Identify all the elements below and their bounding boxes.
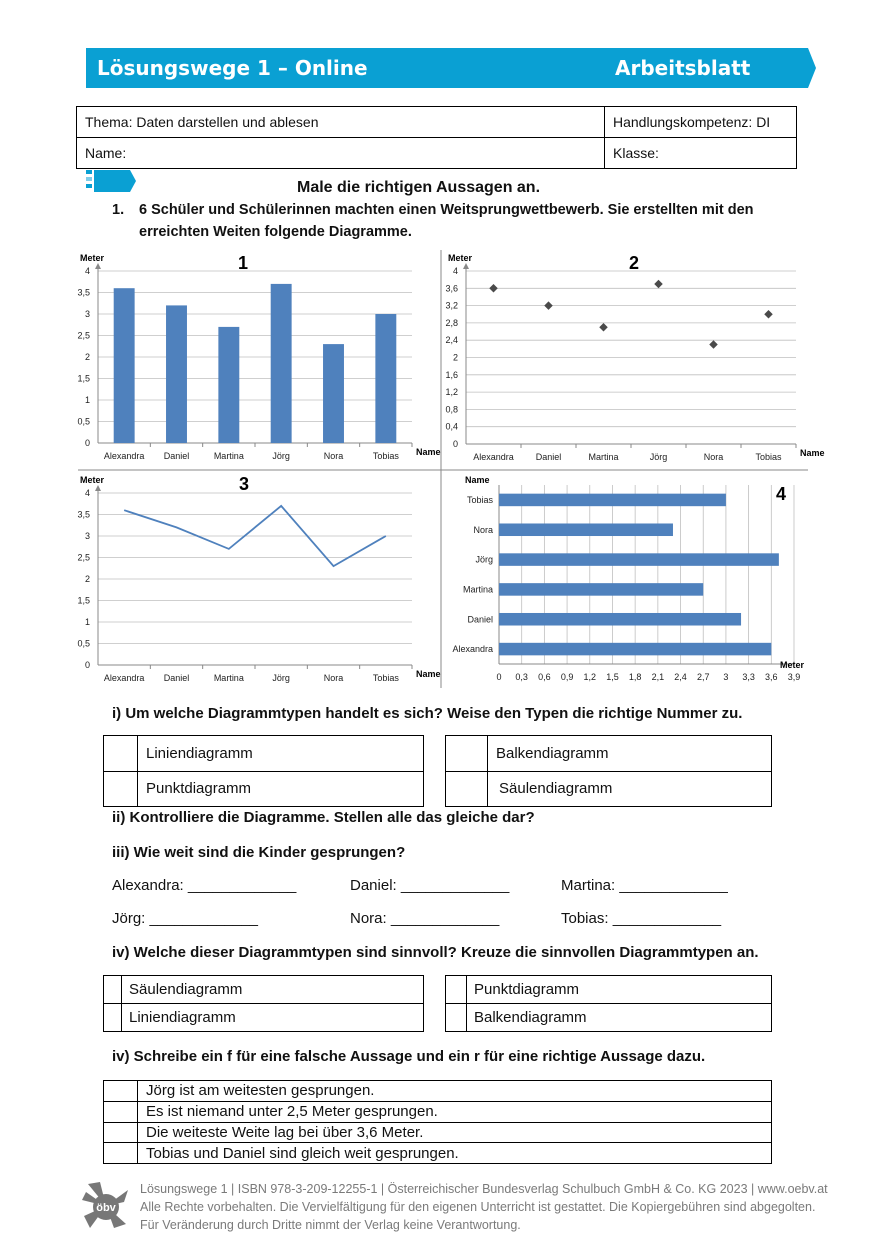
answer-tobias[interactable]: Tobias: _____________ — [561, 910, 722, 927]
y-tick-label: 2 — [84, 574, 90, 584]
q5-answer-box[interactable] — [104, 1101, 138, 1122]
y-tick-label: Alexandra — [452, 644, 493, 655]
hbar-jörg — [499, 553, 779, 566]
y-tick-label: 2 — [84, 352, 90, 362]
y-tick-label: 2,4 — [445, 335, 458, 346]
y-tick-label: 1,5 — [77, 373, 90, 384]
q1-option: Säulendiagramm — [488, 771, 772, 807]
competence-cell: Handlungskompetenz: DI — [605, 107, 797, 138]
q1-option: Punktdiagramm — [138, 771, 424, 807]
point-martina — [599, 323, 607, 331]
x-tick-label: Daniel — [163, 673, 190, 683]
y-tick-label: 0 — [452, 439, 458, 449]
task-text-line2: erreichten Weiten folgende Diagramme. — [139, 224, 412, 240]
q4-checkbox[interactable] — [446, 1004, 467, 1032]
x-tick-label: Nora — [703, 452, 724, 462]
x-tick-label: Tobias — [755, 452, 782, 462]
q1-answer-box[interactable] — [104, 771, 138, 807]
footer-line3: Für Veränderung durch Dritte nimmt der Verlag keine Verantwortung. — [140, 1218, 521, 1232]
task-text-line1: 6 Schüler und Schülerinnen machten einen Weitsprungwettbewerb. Sie erstellten mit den — [139, 202, 754, 218]
point-nora — [709, 340, 717, 348]
y-tick-label: 1,2 — [445, 387, 458, 398]
x-tick-label: Alexandra — [473, 452, 514, 462]
y-axis-arrow — [95, 263, 101, 269]
answer-martina[interactable]: Martina: _____________ — [561, 877, 728, 894]
class-field[interactable]: Klasse: — [605, 138, 797, 169]
hbar-daniel — [499, 613, 741, 626]
bar-daniel — [166, 305, 187, 443]
chart-2-scatter — [445, 253, 824, 462]
q4-right-table — [445, 975, 772, 1032]
bar-tobias — [375, 314, 396, 443]
y-tick-label: Nora — [473, 524, 493, 535]
x-tick-label: Jörg — [272, 451, 290, 461]
q4-checkbox[interactable] — [104, 976, 122, 1004]
x-axis-title: Name — [800, 448, 825, 458]
y-tick-label: 2,8 — [445, 317, 458, 328]
q1-right-table — [445, 735, 772, 807]
x-tick-label: 0 — [496, 672, 502, 682]
x-tick-label: Martina — [588, 452, 619, 462]
point-alexandra — [489, 284, 497, 292]
point-tobias — [764, 310, 772, 318]
y-tick-label: Daniel — [467, 614, 493, 625]
y-tick-label: 1 — [84, 617, 90, 627]
section-marker-icon — [86, 170, 138, 194]
name-field[interactable]: Name: — [77, 138, 605, 169]
topic-cell: Thema: Daten darstellen und ablesen — [77, 107, 605, 138]
y-tick-label: 2 — [452, 352, 458, 363]
q5-answer-box[interactable] — [104, 1122, 138, 1143]
footer-line1: Lösungswege 1 | ISBN 978-3-209-12255-1 | Österreichischer Bundesverlag Schulbuch GmbH & Co. KG 2023 | www.oebv.at — [140, 1182, 828, 1196]
task-number: 1. — [112, 202, 125, 218]
chart-number: 2 — [628, 253, 640, 273]
x-tick-label: 2,1 — [651, 672, 665, 682]
y-axis-title: Meter — [448, 253, 473, 263]
answer-daniel[interactable]: Daniel: _____________ — [350, 877, 510, 894]
point-jörg — [654, 280, 662, 288]
x-tick-label: 3 — [723, 672, 729, 682]
x-axis-title: Meter — [780, 660, 805, 670]
x-tick-label: 1,5 — [606, 672, 619, 682]
q1-option: Liniendiagramm — [138, 736, 424, 772]
y-tick-label: 0,8 — [445, 404, 458, 415]
question-1: i) Um welche Diagrammtypen handelt es sich? Weise den Typen die richtige Nummer zu. — [112, 705, 743, 722]
q4-checkbox[interactable] — [446, 976, 467, 1004]
q1-answer-box[interactable] — [446, 736, 488, 772]
x-tick-label: 1,2 — [583, 672, 597, 682]
q5-answer-box[interactable] — [104, 1143, 138, 1164]
y-tick-label: 0,4 — [445, 421, 458, 432]
hbar-alexandra — [499, 643, 771, 656]
footer — [140, 1180, 828, 1234]
hbar-tobias — [499, 494, 726, 507]
y-tick-label: 4 — [84, 488, 90, 498]
x-tick-label: Nora — [323, 451, 344, 461]
y-tick-label: 0 — [84, 438, 90, 448]
point-daniel — [544, 301, 552, 309]
footer-line2: Alle Rechte vorbehalten. Die Vervielfältigung für den eigenen Unterricht ist gestattet. Die Kopiergebühren sind abgegolten. — [140, 1200, 816, 1214]
x-axis-title: Name — [416, 447, 441, 457]
header-title: Lösungswege 1 – Online — [97, 56, 368, 80]
y-tick-label: 3 — [84, 531, 90, 541]
x-tick-label: 0,3 — [515, 672, 528, 682]
q1-answer-box[interactable] — [446, 771, 488, 807]
y-axis-title: Meter — [80, 253, 105, 263]
x-axis-title: Name — [416, 669, 441, 679]
oebv-logo-icon — [80, 1180, 132, 1232]
x-tick-label: 0,9 — [560, 672, 574, 682]
x-tick-label: Tobias — [372, 451, 399, 461]
x-tick-label: 3,9 — [787, 672, 801, 682]
x-tick-label: 0,6 — [538, 672, 551, 682]
q5-table — [103, 1080, 772, 1164]
bar-jörg — [271, 284, 292, 443]
y-tick-label: 3,6 — [445, 283, 458, 294]
question-5: iv) Schreibe ein f für eine falsche Aussage und ein r für eine richtige Aussage dazu. — [112, 1048, 706, 1065]
y-axis-title: Name — [465, 475, 490, 485]
task-instruction: Male die richtigen Aussagen an. — [297, 179, 541, 196]
y-tick-label: 1,6 — [445, 369, 458, 380]
series-line — [124, 506, 386, 566]
y-tick-label: 4 — [84, 266, 90, 276]
q1-left-table — [103, 735, 424, 807]
bar-martina — [218, 327, 239, 443]
q4-checkbox[interactable] — [104, 1004, 122, 1032]
x-tick-label: 2,7 — [696, 672, 710, 682]
info-table — [76, 106, 797, 169]
y-tick-label: Tobias — [466, 494, 493, 505]
answer-alexandra[interactable]: Alexandra: _____________ — [112, 877, 297, 894]
answer-joerg[interactable]: Jörg: _____________ — [112, 910, 258, 927]
q5-statement: Tobias und Daniel sind gleich weit gesprungen. — [138, 1143, 772, 1164]
question-3: iii) Wie weit sind die Kinder gesprungen? — [112, 844, 406, 861]
q4-option: Balkendiagramm — [467, 1004, 772, 1032]
y-tick-label: 1,5 — [77, 595, 90, 606]
chart-number: 1 — [237, 253, 249, 273]
y-axis-title: Meter — [80, 475, 105, 485]
q4-left-table — [103, 975, 424, 1032]
x-tick-label: 3,3 — [742, 672, 755, 682]
y-tick-label: 2,5 — [77, 552, 90, 563]
x-tick-label: Daniel — [163, 451, 190, 461]
x-tick-label: 1,8 — [628, 672, 642, 682]
question-4: iv) Welche dieser Diagrammtypen sind sinnvoll? Kreuze die sinnvollen Diagrammtypen an. — [112, 944, 759, 961]
x-tick-label: 3,6 — [765, 672, 778, 682]
hbar-martina — [499, 583, 703, 596]
chart-number: 4 — [775, 484, 787, 504]
x-tick-label: Alexandra — [103, 673, 145, 683]
y-tick-label: 3,5 — [77, 509, 90, 520]
q5-statement: Die weiteste Weite lag bei über 3,6 Meter. — [138, 1122, 772, 1143]
chart-4-horizontal-bar — [452, 475, 804, 682]
y-tick-label: 2,5 — [77, 330, 90, 341]
q5-statement: Es ist niemand unter 2,5 Meter gesprungen. — [138, 1101, 772, 1122]
y-tick-label: 4 — [452, 266, 458, 276]
bar-alexandra — [114, 288, 135, 443]
q4-option: Punktdiagramm — [467, 976, 772, 1004]
y-tick-label: 3,5 — [77, 287, 90, 298]
x-tick-label: Martina — [213, 451, 244, 461]
y-axis-arrow — [95, 485, 101, 491]
q5-answer-box[interactable] — [104, 1081, 138, 1102]
y-axis-arrow — [463, 263, 469, 269]
y-tick-label: 0,5 — [77, 416, 90, 427]
x-tick-label: Jörg — [272, 673, 290, 683]
x-tick-label: Martina — [213, 673, 244, 683]
q1-answer-box[interactable] — [104, 736, 138, 772]
x-tick-label: Nora — [323, 673, 344, 683]
q4-option: Säulendiagramm — [122, 976, 424, 1004]
x-tick-label: Alexandra — [103, 451, 145, 461]
y-tick-label: 0 — [84, 660, 90, 670]
q1-option: Balkendiagramm — [488, 736, 772, 772]
answer-nora[interactable]: Nora: _____________ — [350, 910, 500, 927]
x-tick-label: 2,4 — [674, 672, 687, 682]
y-tick-label: 1 — [84, 395, 90, 405]
bar-nora — [323, 344, 344, 443]
header-doc-type: Arbeitsblatt — [615, 56, 751, 80]
y-tick-label: Martina — [462, 584, 493, 595]
y-tick-label: 3,2 — [445, 300, 458, 311]
logo-text: öbv — [96, 1202, 116, 1214]
q5-statement: Jörg ist am weitesten gesprungen. — [138, 1081, 772, 1102]
x-tick-label: Tobias — [372, 673, 399, 683]
chart-number: 3 — [238, 474, 250, 494]
chart-1-column — [77, 253, 440, 461]
question-2: ii) Kontrolliere die Diagramme. Stellen alle das gleiche dar? — [112, 809, 535, 826]
y-tick-label: 3 — [84, 309, 90, 319]
x-tick-label: Jörg — [649, 452, 668, 462]
hbar-nora — [499, 523, 673, 536]
q4-option: Liniendiagramm — [122, 1004, 424, 1032]
y-tick-label: Jörg — [475, 554, 493, 565]
chart-3-line — [77, 474, 440, 683]
x-tick-label: Daniel — [535, 452, 562, 462]
y-tick-label: 0,5 — [77, 638, 90, 649]
